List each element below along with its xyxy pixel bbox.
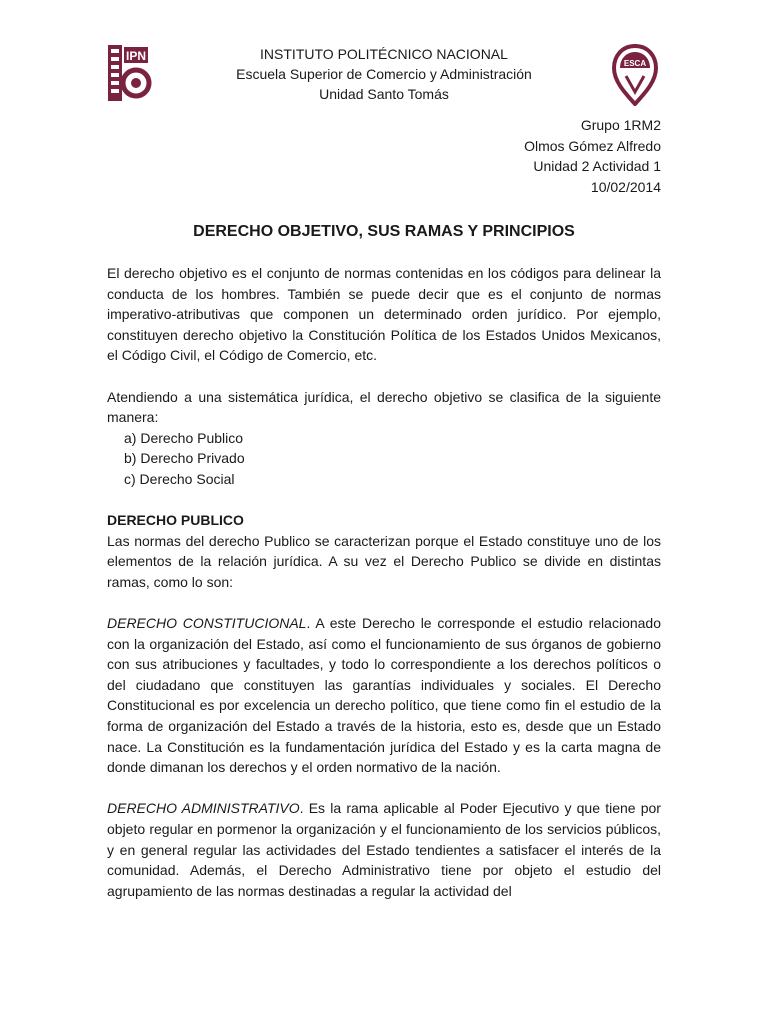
svg-text:IPN: IPN [125,49,147,63]
institution-header [170,44,598,104]
list-item: b) Derecho Privado [124,450,245,467]
section-heading: DERECHO PUBLICO [107,512,244,529]
document-title: DERECHO OBJETIVO, SUS RAMAS Y PRINCIPIOS [193,223,575,240]
document-body [107,263,661,901]
school-name: Escuela Superior de Comercio y Administración [236,66,532,82]
unit-name: Unidad Santo Tomás [319,86,449,102]
administrative-text: . Es la rama aplicable al Poder Ejecutivo y que tiene por objeto regular en pormenor la organización y el funcionamiento de los servicios públicos, y en general regular las actividades del Estado tendientes a satisfacer el interés de la comunidad. Además, el Derecho Administrativo tiene por objeto el estudio del agrupamiento de las normas destinadas a regular la actividad del [107,800,661,899]
section-paragraph: Las normas del derecho Publico se caracterizan porque el Estado constituye uno de los elementos de la relación jurídica. A su vez el Derecho Publico se divide en distintas ramas, como lo son: [107,532,661,590]
administrative-paragraph [107,798,661,901]
assignment-label: Unidad 2 Actividad 1 [533,158,661,174]
constitutional-paragraph [107,613,661,778]
ipn-logo-icon [106,43,152,107]
institution-name: INSTITUTO POLITÉCNICO NACIONAL [260,46,508,62]
author-name: Olmos Gómez Alfredo [524,137,661,154]
constitutional-term: DERECHO CONSTITUCIONAL [107,615,307,632]
date-label: 10/02/2014 [590,178,661,195]
list-item: c) Derecho Social [124,470,235,487]
student-info [524,115,661,197]
classification-paragraph: Atendiendo a una sistemática jurídica, el derecho objetivo se clasifica de la siguiente manera: [107,388,661,426]
classification-list [107,428,661,490]
svg-text:ESCA: ESCA [623,59,647,68]
constitutional-text: . A este Derecho le corresponde el estudio relacionado con la organización del Estado, así como el funcionamiento de sus órganos de gobierno con sus atribuciones y facultades, y todo lo correspondiente a los derechos políticos o del ciudadano que constituyen las garantías individuales y sociales. El Derecho Constitucional es por excelencia un derecho político, que tiene como fin el estudio de la forma de organización del Estado a través de la historia, esto es, desde que un Estado nace. La Constitución es la fundamentación jurídica del Estado y es la carta magna de donde dimanan los derechos y el orden normativo de la nación. [107,615,661,776]
group-label: Grupo 1RM2 [580,117,661,133]
intro-paragraph: El derecho objetivo es el conjunto de normas contenidas en los códigos para delinear la conducta de los hombres. También se puede decir que es el conjunto de normas imperativo-atributivas que componen un determinado orden jurídico. Por ejemplo, constituyen derecho objetivo la Constitución Política de los Estados Unidos Mexicanos, el Código Civil, el Código de Comercio, etc. [107,265,661,364]
list-item: a) Derecho Publico [124,429,244,446]
administrative-term: DERECHO ADMINISTRATIVO [107,800,300,817]
esca-logo-icon [612,44,658,106]
